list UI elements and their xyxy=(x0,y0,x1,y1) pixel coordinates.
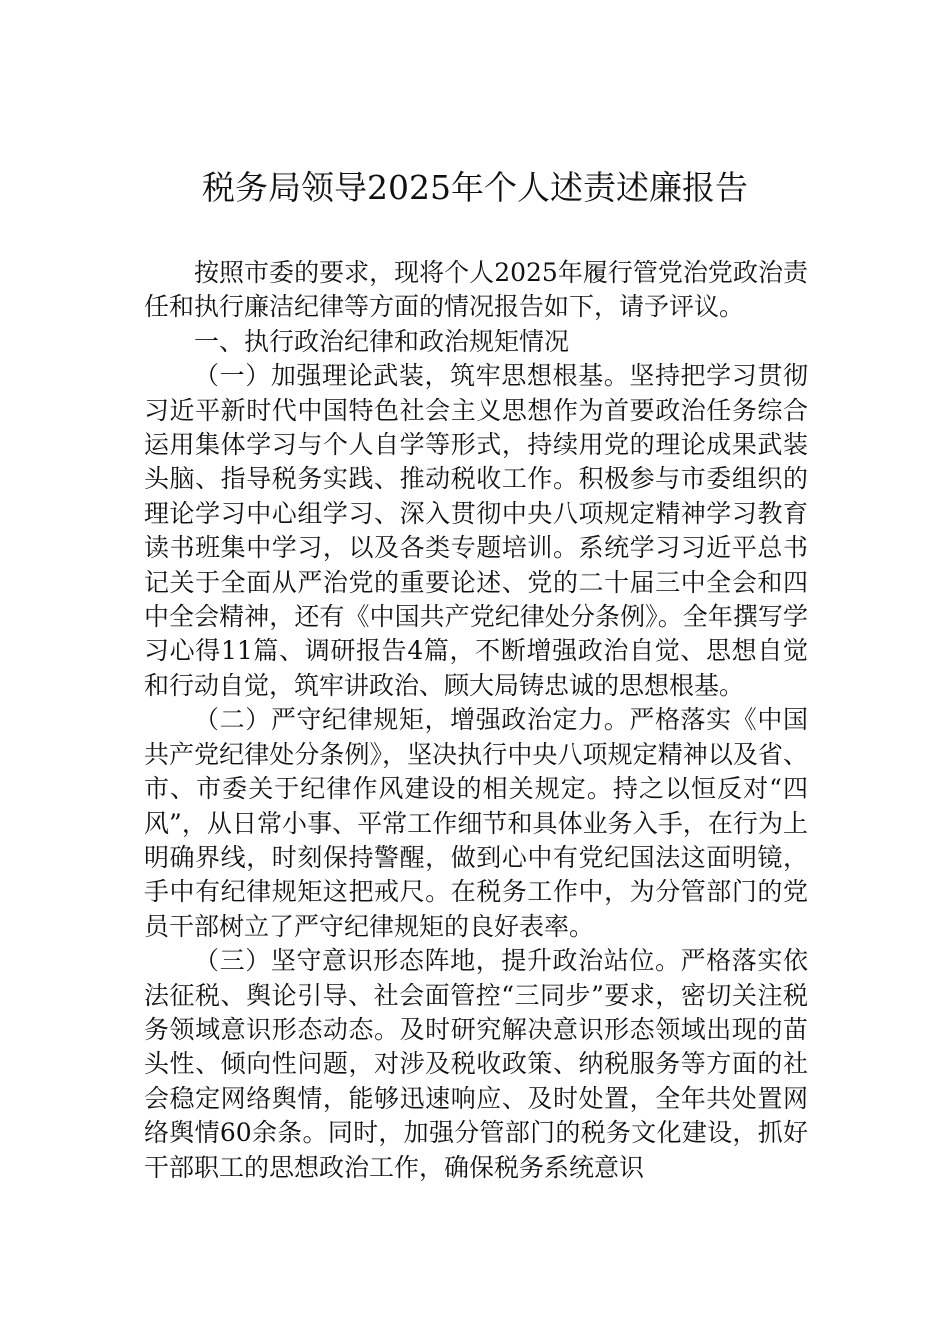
section-heading: 一、执行政治纪律和政治规矩情况 xyxy=(194,326,570,356)
body-paragraph: （二）严守纪律规矩，增强政治定力。严格落实《中国共产党纪律处分条例》，坚决执行中央八项规定精神以及省、市、市委关于纪律作风建设的相关规定。持之以恒反对“四风”，从日常小事、平常工作细节和具体业务入手，在行为上明确界线，时刻保持警醒，做到心中有党纪国法这面明镜，手中有纪律规矩这把戒尺。在税务工作中，为分管部门的党员干部树立了严守纪律规矩的良好表率。 xyxy=(144,705,808,941)
body-paragraph: （三）坚守意识形态阵地，提升政治站位。严格落实依法征税、舆论引导、社会面管控“三同步”要求，密切关注税务领域意识形态动态。及时研究解决意识形态领域出现的苗头性、倾向性问题，对涉及税收政策、纳税服务等方面的社会稳定网络舆情，能够迅速响应、及时处置，全年共处置网络舆情60余条。同时，加强分管部门的税务文化建设，抓好干部职工的思想政治工作，确保税务系统意识 xyxy=(144,946,808,1182)
document-body xyxy=(144,256,808,1185)
intro-paragraph: 按照市委的要求，现将个人2025年履行管党治党政治责任和执行廉洁纪律等方面的情况报告如下，请予评议。 xyxy=(144,258,808,322)
body-paragraph: （一）加强理论武装，筑牢思想根基。坚持把学习贯彻习近平新时代中国特色社会主义思想作为首要政治任务综合运用集体学习与个人自学等形式，持续用党的理论成果武装头脑、指导税务实践、推动税收工作。积极参与市委组织的理论学习中心组学习、深入贯彻中央八项规定精神学习教育读书班集中学习，以及各类专题培训。系统学习习近平总书记关于全面从严治党的重要论述、党的二十届三中全会和四中全会精神，还有《中国共产党纪律处分条例》。全年撰写学习心得11篇、调研报告4篇，不断增强政治自觉、思想自觉和行动自觉，筑牢讲政治、顾大局铸忠诚的思想根基。 xyxy=(144,361,808,700)
document-title: 税务局领导2025年个人述责述廉报告 xyxy=(202,168,748,207)
